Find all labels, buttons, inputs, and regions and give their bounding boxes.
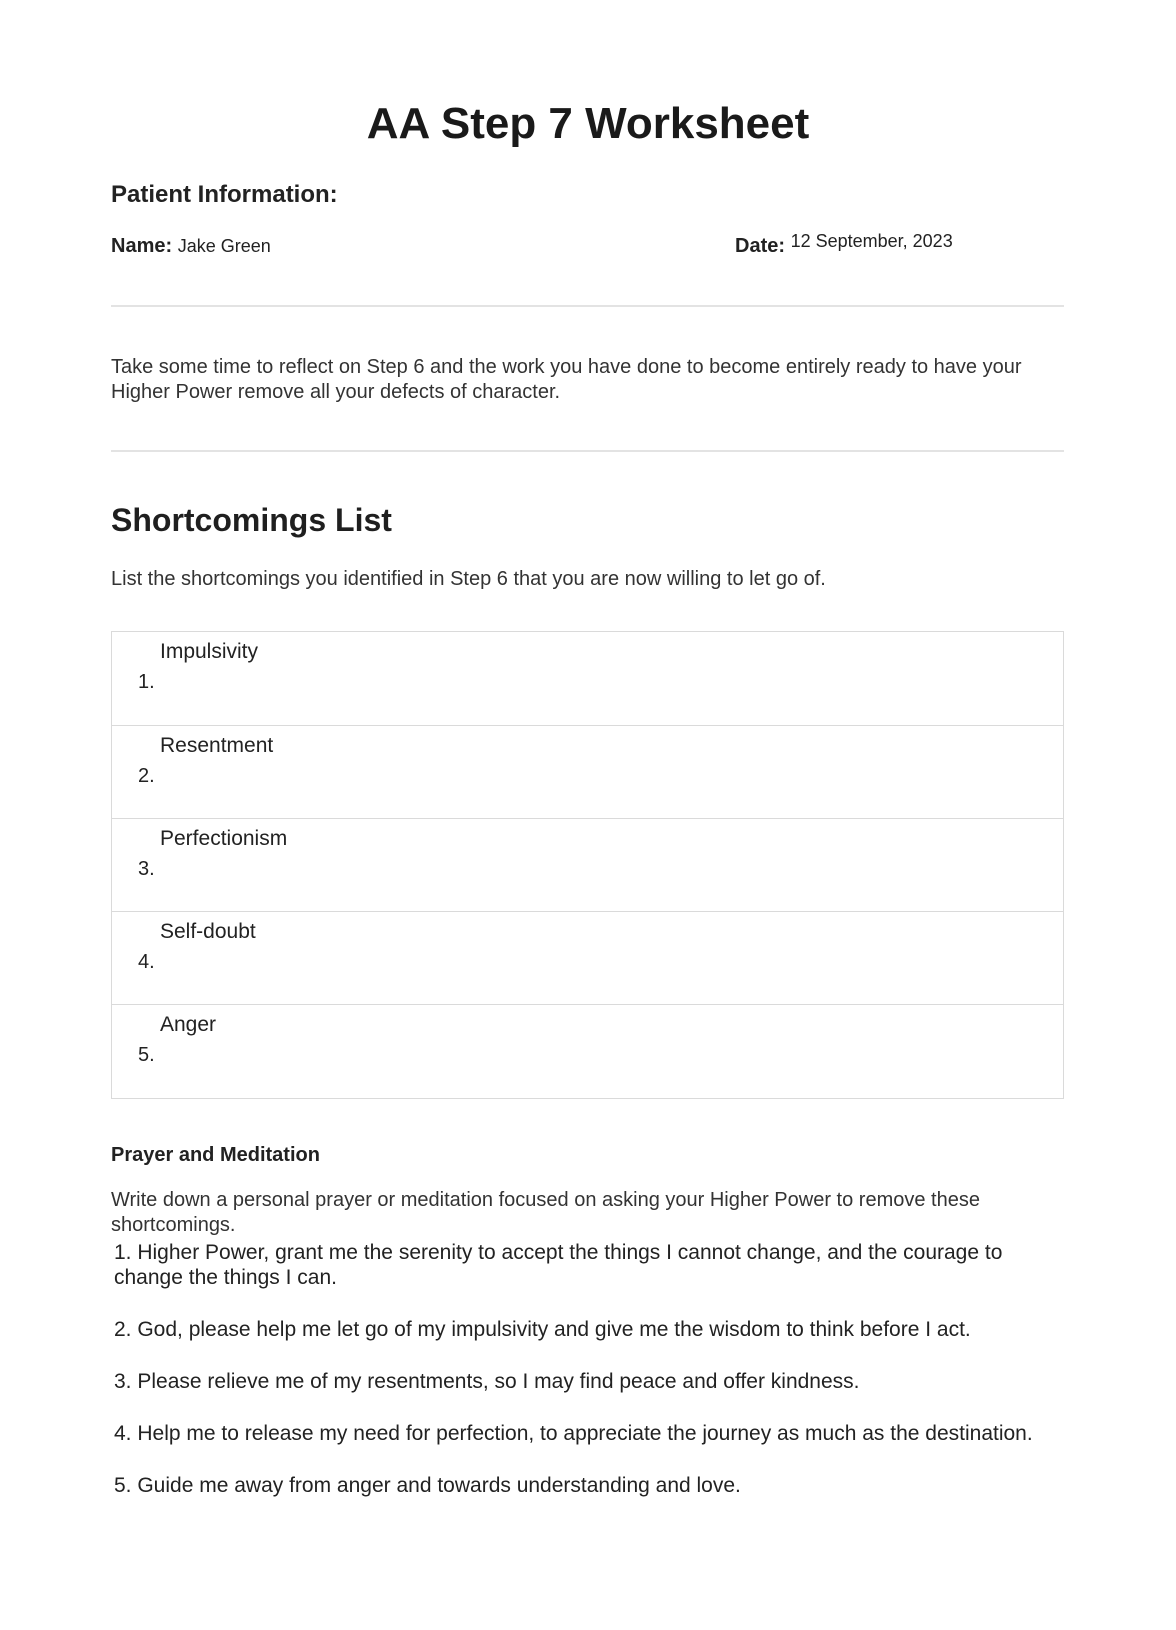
prayer-entry: 3. Please relieve me of my resentments, so I may find peace and offer kindness. <box>114 1370 860 1393</box>
list-item <box>112 1004 1063 1097</box>
prayer-entries <box>114 1240 1074 1525</box>
list-item <box>112 725 1063 818</box>
shortcoming-text: Resentment <box>160 734 274 757</box>
list-item <box>112 632 1063 725</box>
name-label: Name: <box>111 235 173 257</box>
divider <box>111 450 1064 452</box>
shortcoming-text: Anger <box>160 1013 217 1036</box>
shortcoming-number: 1. <box>138 671 155 693</box>
date-value: 12 September, 2023 <box>790 231 953 251</box>
patient-name-field <box>111 233 271 259</box>
name-value: Jake Green <box>177 236 271 256</box>
date-label: Date: <box>735 235 786 257</box>
shortcoming-number: 5. <box>138 1044 155 1066</box>
shortcoming-number: 2. <box>138 765 155 787</box>
prayer-heading: Prayer and Meditation <box>111 1144 320 1166</box>
shortcomings-list <box>111 631 1064 1099</box>
patient-info-heading: Patient Information: <box>111 181 338 208</box>
list-item <box>112 911 1063 1004</box>
shortcoming-text: Perfectionism <box>160 827 288 850</box>
shortcoming-number: 3. <box>138 858 155 880</box>
date-field <box>735 233 953 259</box>
shortcomings-instruction: List the shortcomings you identified in Step 6 that you are now willing to let go of. <box>111 568 826 590</box>
prayer-entry: 5. Guide me away from anger and towards understanding and love. <box>114 1474 741 1497</box>
intro-text: Take some time to reflect on Step 6 and the work you have done to become entirely ready to have your Higher Power remove all your defects of character. <box>111 356 1022 403</box>
shortcoming-text: Impulsivity <box>160 640 259 663</box>
prayer-entry: 2. God, please help me let go of my impulsivity and give me the wisdom to think before I act. <box>114 1318 971 1341</box>
prayer-instruction: Write down a personal prayer or meditation focused on asking your Higher Power to remove these shortcomings. <box>111 1189 980 1236</box>
shortcoming-number: 4. <box>138 951 155 973</box>
prayer-entry: 1. Higher Power, grant me the serenity to accept the things I cannot change, and the courage to change the things I can. <box>114 1241 1003 1289</box>
page-title: AA Step 7 Worksheet <box>366 99 810 148</box>
list-item <box>112 818 1063 911</box>
prayer-entry: 4. Help me to release my need for perfection, to appreciate the journey as much as the destination. <box>114 1422 1033 1445</box>
divider <box>111 305 1064 307</box>
shortcoming-text: Self-doubt <box>160 920 256 943</box>
shortcomings-heading: Shortcomings List <box>111 502 392 538</box>
